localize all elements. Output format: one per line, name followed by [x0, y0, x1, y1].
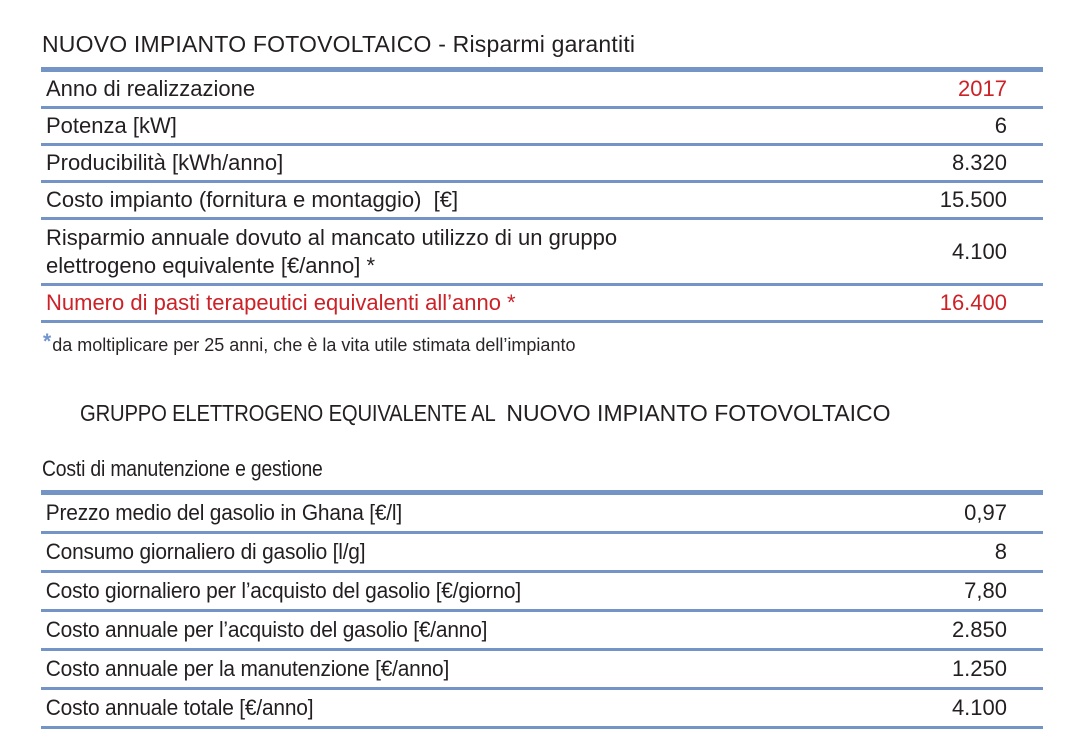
savings-table: [41, 67, 1043, 323]
generator-table-subtitle: Costi di manutenzione e gestione: [42, 456, 323, 481]
row-label: Producibilità [kWh/anno]: [46, 150, 284, 175]
row-label: Costo annuale per la manutenzione [€/anno]: [45, 656, 450, 681]
table-row: [41, 612, 1043, 651]
generator-table-title-line1: [42, 373, 1043, 454]
footnote: [43, 331, 1043, 356]
table-row: [41, 534, 1043, 573]
title-part-condensed: GRUPPO ELETTROGENO EQUIVALENTE AL: [80, 400, 501, 426]
row-label: Risparmio annuale dovuto al mancato utilizzo di un gruppo elettrogeno equivalente [€/anno] *: [46, 224, 624, 278]
table-row: [41, 690, 1043, 729]
row-value: 4.100: [951, 695, 1007, 720]
row-label: Costo giornaliero per l’acquisto del gasolio [€/giorno]: [45, 578, 521, 603]
row-label: Costo impianto (fornitura e montaggio) [€]: [46, 187, 459, 212]
savings-table-title: NUOVO IMPIANTO FOTOVOLTAICO - Risparmi garantiti: [42, 31, 636, 57]
table-row: [41, 286, 1043, 323]
row-value: 8.320: [951, 150, 1007, 175]
table-row: [41, 72, 1043, 109]
row-value: 16.400: [939, 290, 1007, 315]
row-value: 8: [994, 539, 1007, 564]
row-value: 7,80: [964, 578, 1007, 603]
row-label: Consumo giornaliero di gasolio [l/g]: [45, 539, 366, 564]
table-row: [41, 109, 1043, 146]
title-part-regular: NUOVO IMPIANTO FOTOVOLTAICO: [499, 400, 891, 426]
table-row: [41, 495, 1043, 534]
row-label: Potenza [kW]: [46, 113, 177, 138]
row-label: Anno di realizzazione: [46, 76, 256, 101]
generator-table-title: [42, 373, 1043, 482]
row-value: 15.500: [939, 187, 1007, 212]
row-label: Prezzo medio del gasolio in Ghana [€/l]: [45, 500, 402, 525]
generator-costs-table: [41, 490, 1043, 729]
row-value: 4.100: [951, 238, 1007, 264]
table-row: [41, 651, 1043, 690]
table-row: [41, 183, 1043, 220]
row-value: 0,97: [964, 500, 1007, 525]
row-value: 1.250: [951, 656, 1007, 681]
table-row: [41, 220, 1043, 286]
footnote-text: da moltiplicare per 25 anni, che è la vita utile stimata dell’impianto: [52, 335, 576, 355]
table-row: [41, 146, 1043, 183]
row-value: 2.850: [951, 617, 1007, 642]
row-value: 2017: [958, 76, 1007, 101]
row-value: 6: [994, 113, 1007, 138]
row-label: Numero di pasti terapeutici equivalenti all’anno *: [46, 290, 516, 315]
table-row: [41, 573, 1043, 612]
row-label: Costo annuale totale [€/anno]: [45, 695, 314, 720]
row-label: Costo annuale per l’acquisto del gasolio [€/anno]: [45, 617, 488, 642]
asterisk-icon: *: [43, 330, 52, 353]
